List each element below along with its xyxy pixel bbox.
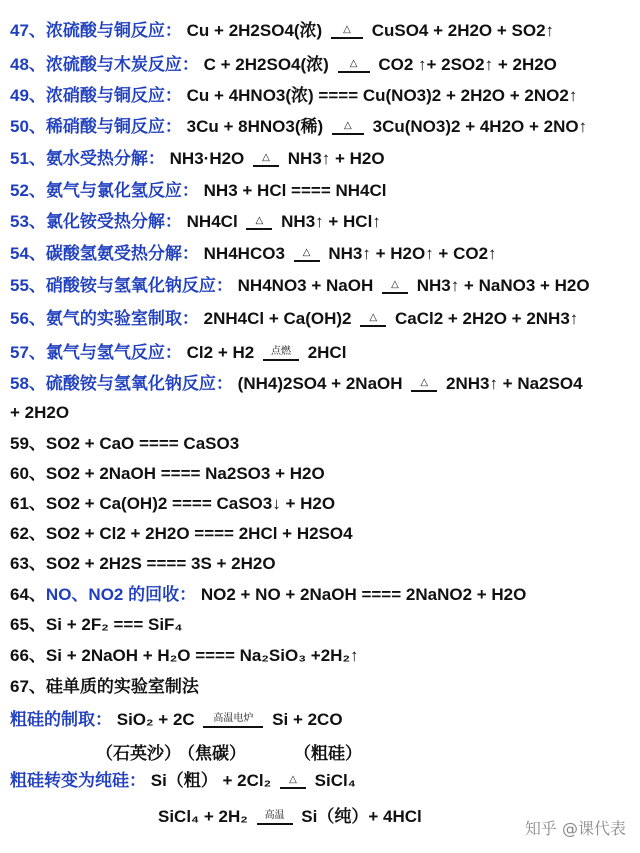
equation-67 bbox=[10, 676, 634, 698]
equation-number: 57、 bbox=[10, 343, 46, 362]
equation-64 bbox=[10, 584, 634, 606]
products: CaCl2 + 2H2O + 2NH3↑ bbox=[394, 309, 579, 328]
equation-number: 53、 bbox=[10, 212, 46, 231]
heat-symbol: △ bbox=[262, 151, 270, 163]
heat-condition bbox=[294, 248, 320, 262]
equation-number: 52、 bbox=[10, 181, 46, 200]
reaction-name: NO、NO2 的回收： bbox=[45, 585, 197, 604]
watermark: 知乎 @课代表 bbox=[524, 819, 626, 838]
equation-63 bbox=[10, 553, 634, 575]
reaction-name: 碳酸氢氨受热分解： bbox=[45, 244, 199, 263]
equation-text: SO2 + Cl2 + 2H2O ==== 2HCl + H2SO4 bbox=[45, 524, 353, 543]
heat-symbol: △ bbox=[369, 311, 378, 323]
equation-text: Cu + 4HNO3(浓) ==== Cu(NO3)2 + 2H2O + 2NO2↑ bbox=[186, 86, 578, 105]
heat-symbol: △ bbox=[302, 246, 311, 258]
products-continued: + 2H2O bbox=[10, 403, 70, 422]
equation-65 bbox=[10, 614, 634, 636]
reactants: 2NH4Cl + Ca(OH)2 bbox=[203, 309, 352, 328]
reaction-name: 氨水受热分解： bbox=[45, 149, 165, 168]
equation-50 bbox=[10, 116, 634, 138]
reaction-name: 硝酸铵与氢氧化钠反应： bbox=[45, 276, 233, 295]
furnace-label: 高温电炉 bbox=[213, 712, 254, 724]
heat-condition bbox=[360, 313, 386, 327]
reaction-name: 氨气的实验室制取： bbox=[45, 309, 199, 328]
equation-number: 48、 bbox=[10, 55, 46, 74]
heat-condition bbox=[332, 121, 364, 135]
reactants: NH4HCO3 bbox=[203, 244, 285, 263]
heat-condition bbox=[411, 378, 437, 392]
reaction-name: 氨气与氯化氢反应： bbox=[45, 181, 199, 200]
reaction-name: 氯气与氢气反应： bbox=[45, 343, 182, 362]
equation-55 bbox=[10, 275, 634, 297]
equation-number: 58、 bbox=[10, 374, 46, 393]
reactants: C + 2H2SO4(浓) bbox=[203, 55, 329, 74]
equation-number: 50、 bbox=[10, 117, 46, 136]
products: SiCl₄ bbox=[314, 771, 356, 790]
equation-number: 59、 bbox=[10, 434, 46, 453]
heat-condition bbox=[280, 775, 306, 789]
equation-54 bbox=[10, 243, 634, 265]
products: NH3↑ + NaNO3 + H2O bbox=[416, 276, 590, 295]
equation-text: NH3 + HCl ==== NH4Cl bbox=[203, 181, 387, 200]
heat-condition bbox=[253, 153, 279, 167]
reactants: Si（粗） + 2Cl₂ bbox=[150, 771, 272, 790]
reaction-name: 浓硝酸与铜反应： bbox=[45, 86, 182, 105]
reaction-name: 浓硫酸与铜反应： bbox=[45, 21, 182, 40]
note-coke: （焦碳） bbox=[178, 744, 246, 763]
equation-number: 54、 bbox=[10, 244, 46, 263]
equation-48 bbox=[10, 54, 634, 76]
heat-condition bbox=[382, 280, 408, 294]
equation-number: 65、 bbox=[10, 615, 46, 634]
equation-text: SO2 + 2H2S ==== 3S + 2H2O bbox=[45, 554, 276, 573]
equation-text: SO2 + CaO ==== CaSO3 bbox=[45, 434, 240, 453]
reaction-name: 稀硝酸与铜反应： bbox=[45, 117, 182, 136]
pure-silicon-equation bbox=[10, 770, 634, 792]
equation-58 bbox=[10, 373, 634, 395]
equation-number: 60、 bbox=[10, 464, 46, 483]
note-crude: （粗硅） bbox=[294, 744, 362, 763]
heat-condition bbox=[338, 59, 370, 73]
products: NH3↑ + HCl↑ bbox=[281, 212, 381, 231]
heat-symbol: △ bbox=[255, 214, 264, 226]
reactants: NH3·H2O bbox=[169, 149, 245, 168]
reactants: SiO₂ + 2C bbox=[116, 710, 195, 729]
equation-text: NO2 + NO + 2NaOH ==== 2NaNO2 + H2O bbox=[200, 585, 527, 604]
products: 3Cu(NO3)2 + 4H2O + 2NO↑ bbox=[372, 117, 588, 136]
furnace-condition bbox=[203, 714, 263, 728]
equation-47 bbox=[10, 20, 634, 42]
reaction-name: 浓硫酸与木炭反应： bbox=[45, 55, 199, 74]
equation-51 bbox=[10, 148, 634, 170]
equation-number: 56、 bbox=[10, 309, 46, 328]
reactants: Cl2 + H2 bbox=[186, 343, 255, 362]
equation-52 bbox=[10, 180, 634, 202]
high-temp-condition bbox=[257, 811, 293, 825]
products: CuSO4 + 2H2O + SO2↑ bbox=[371, 21, 555, 40]
note-quartz: （石英沙） bbox=[96, 744, 181, 763]
heat-symbol: △ bbox=[344, 119, 352, 131]
heat-symbol: △ bbox=[391, 278, 399, 290]
equation-57 bbox=[10, 342, 634, 364]
equation-number: 47、 bbox=[10, 21, 46, 40]
products: Si（纯）+ 4HCl bbox=[301, 807, 422, 826]
equation-number: 64、 bbox=[10, 585, 46, 604]
equation-62 bbox=[10, 523, 634, 545]
heat-symbol: △ bbox=[349, 57, 358, 69]
reaction-name: 硫酸铵与氢氧化钠反应： bbox=[45, 374, 233, 393]
high-temp-label: 高温 bbox=[264, 809, 285, 821]
equation-53 bbox=[10, 211, 634, 233]
equation-number: 55、 bbox=[10, 276, 46, 295]
equation-text: Si + 2F₂ === SiF₄ bbox=[45, 615, 183, 634]
heat-condition bbox=[331, 25, 363, 39]
equation-number: 63、 bbox=[10, 554, 46, 573]
equation-text: SO2 + 2NaOH ==== Na2SO3 + H2O bbox=[45, 464, 325, 483]
equation-59 bbox=[10, 433, 634, 455]
reactants: SiCl₄ + 2H₂ bbox=[158, 807, 248, 826]
reactants: (NH4)2SO4 + 2NaOH bbox=[237, 374, 403, 393]
equation-49 bbox=[10, 85, 634, 107]
reactants: NH4NO3 + NaOH bbox=[237, 276, 374, 295]
heat-symbol: △ bbox=[343, 23, 351, 35]
products: Si + 2CO bbox=[272, 710, 343, 729]
ignite-condition bbox=[263, 347, 299, 361]
reactants: 3Cu + 8HNO3(稀) bbox=[186, 117, 324, 136]
products: NH3↑ + H2O↑ + CO2↑ bbox=[328, 244, 497, 263]
reaction-name: 粗硅的制取： bbox=[10, 710, 112, 729]
equation-56 bbox=[10, 308, 634, 330]
equation-number: 67、 bbox=[10, 677, 46, 696]
reaction-name: 粗硅转变为纯硅： bbox=[10, 771, 146, 790]
reactants: Cu + 2H2SO4(浓) bbox=[186, 21, 323, 40]
equation-number: 51、 bbox=[10, 149, 46, 168]
products: CO2 ↑+ 2SO2↑ + 2H2O bbox=[378, 55, 557, 74]
products: 2NH3↑ + Na2SO4 bbox=[446, 374, 583, 393]
reaction-name: 氯化铵受热分解： bbox=[45, 212, 182, 231]
equation-text: Si + 2NaOH + H₂O ==== Na₂SiO₃ +2H₂↑ bbox=[45, 646, 359, 665]
equation-number: 66、 bbox=[10, 646, 46, 665]
equation-60 bbox=[10, 463, 634, 485]
products: NH3↑ + H2O bbox=[287, 149, 385, 168]
reactants: NH4Cl bbox=[186, 212, 238, 231]
products: 2HCl bbox=[307, 343, 347, 362]
equation-number: 61、 bbox=[10, 494, 46, 513]
equation-61 bbox=[10, 493, 634, 515]
equation-number: 62、 bbox=[10, 524, 46, 543]
section-heading: 硅单质的实验室制法 bbox=[45, 677, 199, 696]
equation-text: SO2 + Ca(OH)2 ==== CaSO3↓ + H2O bbox=[45, 494, 336, 513]
crude-silicon-equation bbox=[10, 709, 634, 731]
equation-58-continuation bbox=[10, 402, 634, 424]
ignite-label: 点燃 bbox=[270, 345, 291, 357]
heat-symbol: △ bbox=[420, 376, 429, 388]
equation-number: 49、 bbox=[10, 86, 46, 105]
equation-66 bbox=[10, 645, 634, 667]
heat-symbol: △ bbox=[289, 773, 297, 785]
heat-condition bbox=[246, 216, 272, 230]
